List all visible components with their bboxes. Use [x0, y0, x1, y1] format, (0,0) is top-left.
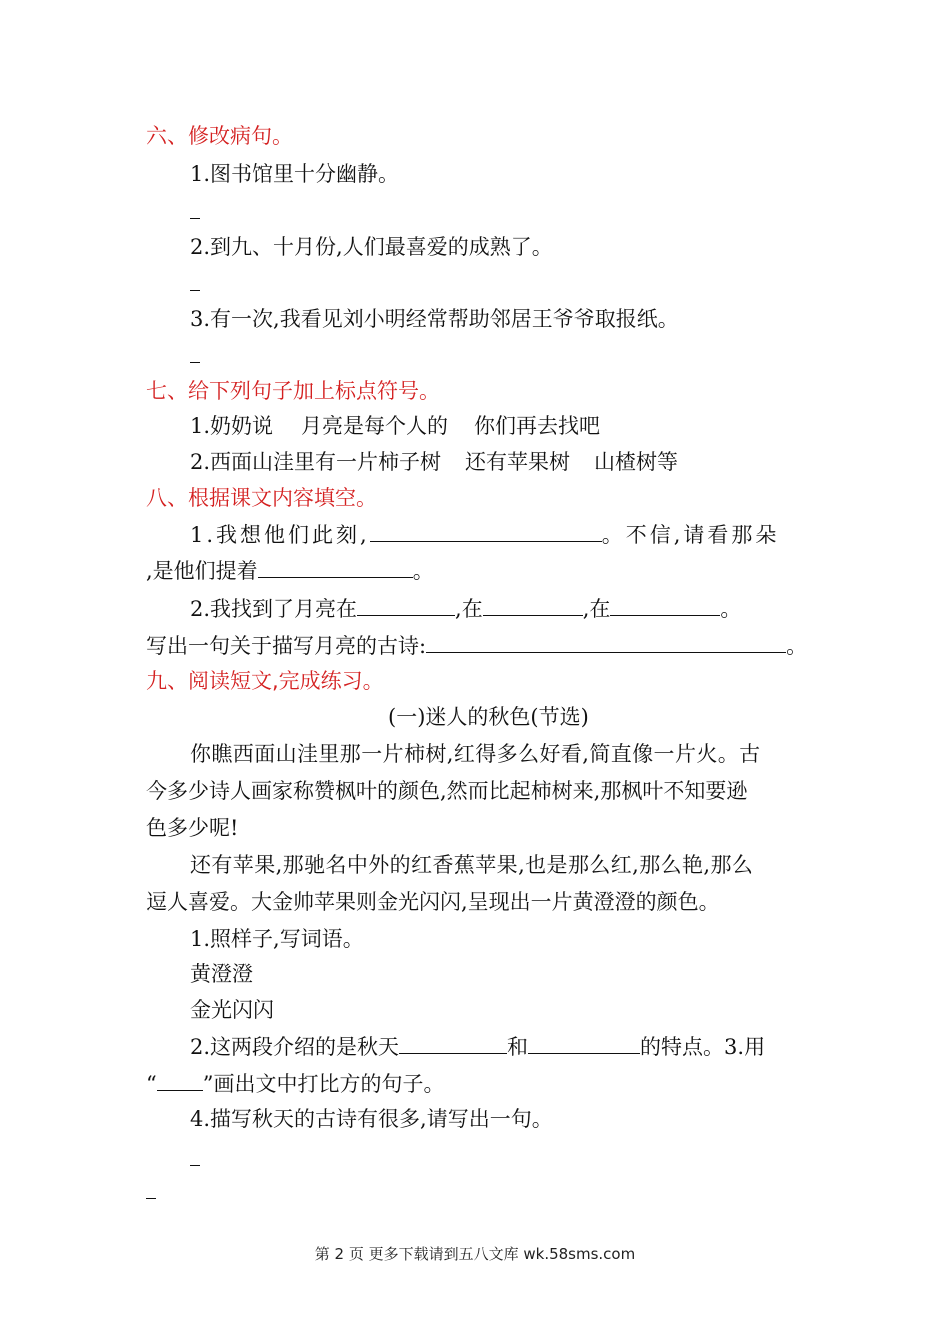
s9-question-3	[146, 1068, 445, 1099]
fill-blank[interactable]	[357, 593, 455, 616]
s8-question-1-line-1	[190, 519, 779, 550]
s9-question-1: 1.照样子,写词语。	[190, 927, 364, 951]
s7-q1-part-c: 你们再去找吧	[474, 414, 601, 438]
s8-q1-part-c: ,是他们提着	[146, 559, 258, 583]
passage-line: 今多少诗人画家称赞枫叶的颜色,然而比起柿树来,那枫叶不知要逊	[146, 779, 748, 803]
fill-blank[interactable]	[426, 630, 786, 653]
answer-line	[190, 362, 200, 363]
fill-blank[interactable]	[483, 593, 583, 616]
page-footer: 第 2 页 更多下载请到五八文库 wk.58sms.com	[314, 1245, 636, 1263]
s8-q3-part-b: 。	[786, 634, 808, 658]
s7-question-2	[190, 447, 678, 477]
example-word-1: 黄澄澄	[190, 962, 253, 986]
passage-line: 还有苹果,那驰名中外的红香蕉苹果,也是那么红,那么艳,那么	[190, 853, 754, 877]
fill-blank[interactable]	[370, 519, 602, 542]
fill-blank[interactable]	[610, 593, 720, 616]
passage-line: 你瞧西面山洼里那一片柿树,红得多么好看,简直像一片火。古	[190, 742, 761, 766]
s9-question-2	[190, 1031, 765, 1062]
s8-q2-part-d: 。	[720, 597, 742, 621]
answer-line	[190, 290, 200, 291]
s9-question-4: 4.描写秋天的古诗有很多,请写出一句。	[190, 1107, 553, 1131]
passage-line: 逗人喜爱。大金帅苹果则金光闪闪,呈现出一片黄澄澄的颜色。	[146, 890, 720, 914]
s9-q3-part-a: “	[146, 1072, 157, 1096]
s7-q2-part-c: 山楂树等	[594, 450, 679, 474]
answer-line	[190, 218, 200, 219]
s8-question-3	[146, 630, 807, 661]
s8-q3-part-a: 写出一句关于描写月亮的古诗:	[146, 634, 427, 658]
s8-q2-part-b: ,在	[455, 597, 483, 621]
s6-question-1: 1.图书馆里十分幽静。	[190, 162, 400, 186]
example-word-2: 金光闪闪	[190, 998, 274, 1022]
s8-question-1-line-2	[146, 555, 434, 586]
s8-q2-part-c: ,在	[582, 597, 611, 621]
answer-line	[190, 1165, 200, 1166]
s7-question-1	[190, 411, 600, 441]
fill-blank[interactable]	[258, 555, 413, 578]
answer-line	[146, 1198, 156, 1199]
underline-sample	[157, 1068, 203, 1091]
s9-q2-part-c: 的特点。3.用	[640, 1035, 766, 1059]
section-7-title: 七、给下列句子加上标点符号。	[146, 379, 440, 403]
passage-line: 色多少呢!	[146, 816, 239, 840]
fill-blank[interactable]	[528, 1031, 640, 1054]
s8-q2-part-a: 2.我找到了月亮在	[190, 597, 358, 621]
s7-q1-part-b: 月亮是每个人的	[301, 414, 449, 438]
s8-q1-part-a: 1.我想他们此刻,	[190, 523, 370, 547]
s9-q2-part-a: 2.这两段介绍的是秋天	[190, 1035, 400, 1059]
s8-question-2	[190, 593, 741, 624]
s8-q1-part-b: 。不信,请看那朵	[601, 523, 780, 547]
fill-blank[interactable]	[399, 1031, 507, 1054]
s7-q1-part-a: 1.奶奶说	[190, 414, 274, 438]
section-8-title: 八、根据课文内容填空。	[146, 486, 377, 510]
s9-q2-part-b: 和	[507, 1035, 529, 1059]
passage-title: (一)迷人的秋色(节选)	[388, 705, 589, 729]
s7-q2-part-b: 还有苹果树	[465, 450, 571, 474]
s7-q2-part-a: 2.西面山洼里有一片柿子树	[190, 450, 442, 474]
s6-question-2: 2.到九、十月份,人们最喜爱的成熟了。	[190, 235, 553, 259]
s9-q3-part-b: ”画出文中打比方的句子。	[202, 1072, 445, 1096]
section-9-title: 九、阅读短文,完成练习。	[146, 669, 384, 693]
section-6-title: 六、修改病句。	[146, 124, 293, 148]
s6-question-3: 3.有一次,我看见刘小明经常帮助邻居王爷爷取报纸。	[190, 307, 679, 331]
s8-q1-part-d: 。	[412, 559, 434, 583]
